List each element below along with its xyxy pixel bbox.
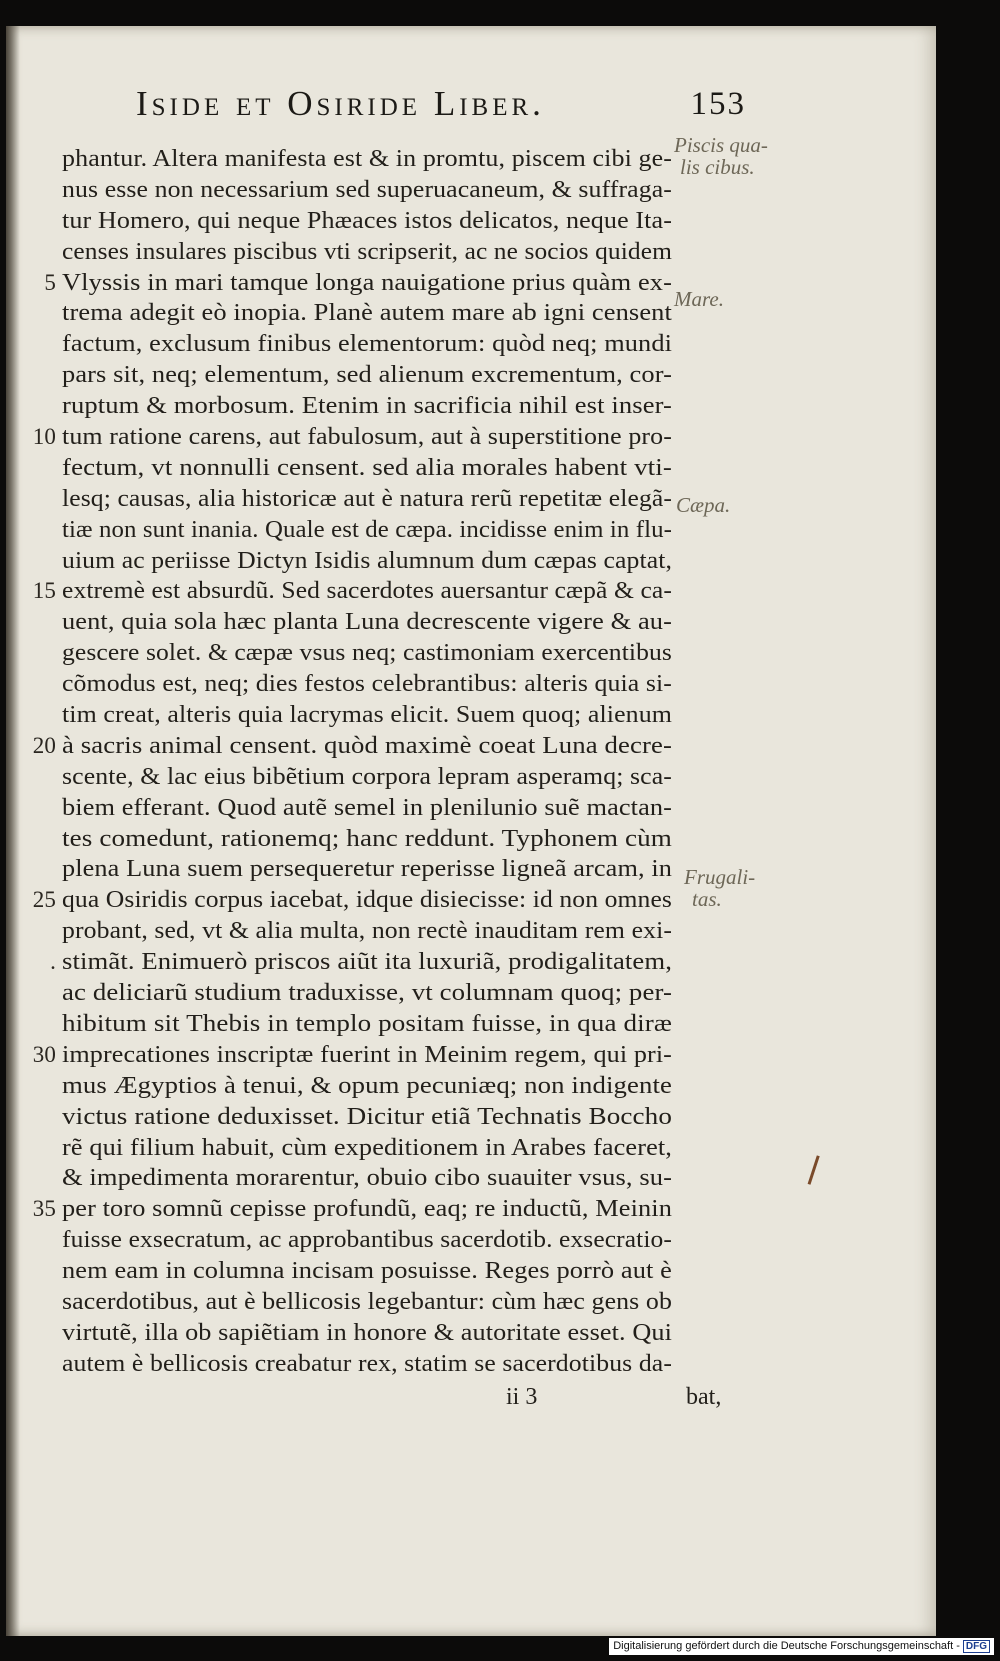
text-line bbox=[62, 237, 732, 268]
text-line bbox=[62, 1225, 732, 1256]
digitization-credit bbox=[609, 1638, 994, 1655]
line-number: 25 bbox=[32, 887, 56, 913]
text-line bbox=[50, 947, 732, 978]
line-text: tim creat, alteris quia lacrymas elicit. Suem quoq; alienum bbox=[62, 702, 672, 729]
line-number: 5 bbox=[44, 269, 56, 295]
line-text: fuisse exsecratum, ac approbantibus sacerdotib. exsecratio- bbox=[62, 1227, 672, 1254]
signature-mark: ii 3 bbox=[506, 1384, 538, 1410]
line-text: nus esse non necessarium sed superuacaneum, & suffraga- bbox=[62, 176, 672, 203]
line-text: fectum, vt nonnulli censent. sed alia morales habent vti- bbox=[62, 454, 672, 481]
text-line bbox=[62, 1287, 732, 1318]
line-text: per toro somnũ cepisse profundũ, eaq; re inductũ, Meinin bbox=[62, 1196, 672, 1223]
text-line bbox=[62, 453, 732, 484]
catchword: bat, bbox=[686, 1384, 722, 1410]
text-line bbox=[32, 1194, 732, 1225]
text-line bbox=[32, 1040, 732, 1071]
marginal-note-line: lis cibus. bbox=[680, 155, 755, 179]
dfg-logo-icon: DFG bbox=[963, 1640, 990, 1653]
text-line bbox=[62, 1349, 732, 1380]
text-line bbox=[62, 700, 732, 731]
line-text: scente, & lac eius bibẽtium corpora lepram asperamq; sca- bbox=[62, 763, 672, 790]
text-line bbox=[62, 329, 732, 360]
text-line bbox=[62, 793, 732, 824]
line-text: phantur. Altera manifesta est & in promtu, piscem cibi ge- bbox=[62, 146, 672, 172]
line-text: tiæ non sunt inania. Quale est de cæpa. incidisse enim in flu- bbox=[62, 516, 672, 543]
text-line bbox=[62, 1163, 732, 1194]
text-line bbox=[62, 484, 732, 515]
text-line bbox=[62, 360, 732, 391]
text-line bbox=[62, 546, 732, 577]
text-line bbox=[62, 978, 732, 1009]
line-text: nem eam in columna incisam posuisse. Reges porrò aut è bbox=[62, 1258, 672, 1285]
text-line bbox=[62, 391, 732, 422]
text-line bbox=[62, 206, 732, 237]
text-line bbox=[62, 298, 732, 329]
line-text: rẽ qui filium habuit, cùm expeditionem in Arabes faceret, bbox=[62, 1134, 672, 1161]
line-text: trema adegit eò inopia. Planè autem mare ab igni censent bbox=[62, 300, 672, 327]
line-text: victus ratione deduxisset. Dicitur etiã Technatis Boccho bbox=[62, 1103, 672, 1130]
line-number: 35 bbox=[32, 1196, 56, 1222]
line-text: sacerdotibus, aut è bellicosis legebantur: cùm hæc gens ob bbox=[62, 1288, 672, 1315]
text-line bbox=[32, 576, 732, 607]
line-text: uium ac periisse Dictyn Isidis alumnum dum cæpas captat, bbox=[62, 547, 672, 574]
line-text: plena Luna suem persequeretur reperisse ligneã arcam, in bbox=[62, 856, 672, 883]
marginal-note-line: Piscis qua- bbox=[674, 133, 768, 157]
text-line bbox=[62, 515, 732, 546]
text-line bbox=[32, 422, 732, 453]
text-line bbox=[62, 607, 732, 638]
line-text: probant, sed, vt & alia multa, non rectè inauditam rem exi- bbox=[62, 918, 672, 945]
line-text: & impedimenta morarentur, obuio cibo suauiter vsus, su- bbox=[62, 1165, 672, 1192]
text-line bbox=[62, 762, 732, 793]
text-line bbox=[62, 854, 732, 885]
page-footer bbox=[6, 1384, 936, 1418]
folio-number: 153 bbox=[690, 86, 746, 122]
marginal-note-frugalitas bbox=[684, 866, 755, 910]
line-text: qua Osiridis corpus iacebat, idque disiecisse: id non omnes bbox=[62, 887, 672, 914]
line-text: tur Homero, qui neque Phæaces istos delicatos, neque Ita- bbox=[62, 207, 672, 234]
text-line bbox=[62, 1071, 732, 1102]
line-text: cõmodus est, neq; dies festos celebrantibus: alteris quia si- bbox=[62, 671, 672, 698]
line-text: ac deliciarũ studium traduxisse, vt columnam quoq; per- bbox=[62, 980, 672, 1007]
text-line bbox=[62, 1009, 732, 1040]
marginal-note-line: tas. bbox=[692, 887, 722, 911]
running-title: Iside et Osiride Liber. bbox=[136, 84, 545, 123]
text-line bbox=[62, 1133, 732, 1164]
line-text: tum ratione carens, aut fabulosum, aut à superstitione pro- bbox=[62, 424, 672, 451]
line-text: pars sit, neq; elementum, sed alienum excrementum, cor- bbox=[62, 362, 672, 389]
text-line bbox=[62, 824, 732, 855]
body-text bbox=[32, 144, 732, 1380]
line-number: 20 bbox=[32, 732, 56, 758]
line-text: tes comedunt, rationemq; hanc reddunt. Typhonem cùm bbox=[62, 825, 672, 852]
text-line bbox=[44, 268, 732, 299]
line-text: Vlyssis in mari tamque longa nauigatione prius quàm ex- bbox=[62, 269, 672, 296]
line-text: censes insulares piscibus vti scripserit, ac ne socios quidem bbox=[62, 238, 672, 265]
text-line bbox=[32, 885, 732, 916]
text-line bbox=[32, 731, 732, 762]
line-text: uent, quia sola hæc planta Luna decrescente vigere & au- bbox=[62, 609, 672, 636]
pen-mark bbox=[808, 1155, 826, 1186]
line-text: factum, exclusum finibus elementorum: quòd neq; mundi bbox=[62, 331, 672, 358]
text-line bbox=[62, 1256, 732, 1287]
text-line bbox=[62, 1102, 732, 1133]
line-text: gescere solet. & cæpæ vsus neq; castimoniam exercentibus bbox=[62, 640, 672, 667]
text-line bbox=[62, 175, 732, 206]
text-line bbox=[62, 916, 732, 947]
marginal-note-piscis bbox=[674, 134, 768, 178]
text-line bbox=[62, 669, 732, 700]
line-text: à sacris animal censent. quòd maximè coeat Luna decre- bbox=[62, 732, 672, 759]
line-text: biem efferant. Quod autẽ semel in plenilunio suẽ mactan- bbox=[62, 794, 672, 821]
page-header bbox=[136, 84, 746, 134]
marginal-note-line: Frugali- bbox=[684, 865, 756, 889]
text-line bbox=[62, 144, 732, 175]
line-number: 10 bbox=[32, 424, 56, 450]
line-text: extremè est absurdũ. Sed sacerdotes auersantur cæpã & ca- bbox=[62, 578, 672, 605]
text-line bbox=[62, 1318, 732, 1349]
marginal-note-mare: Mare. bbox=[674, 287, 724, 311]
line-number: 30 bbox=[32, 1041, 56, 1067]
credit-text: Digitalisierung gefördert durch die Deutsche Forschungsgemeinschaft - bbox=[613, 1640, 960, 1652]
line-text: lesq; causas, alia historicæ aut è natura rerũ repetitæ elegã- bbox=[62, 485, 672, 512]
line-text: stimãt. Enimuerò priscos aiũt ita luxuriã, prodigalitatem, bbox=[62, 949, 672, 976]
line-text: virtutẽ, illa ob sapiẽtiam in honore & autoritate esset. Qui bbox=[62, 1319, 672, 1346]
line-number: 15 bbox=[32, 578, 56, 604]
text-line bbox=[62, 638, 732, 669]
line-text: hibitum sit Thebis in templo positam fuisse, in qua diræ bbox=[62, 1010, 672, 1037]
line-number: . bbox=[50, 949, 56, 975]
line-text: ruptum & morbosum. Etenim in sacrificia nihil est inser- bbox=[62, 393, 672, 420]
book-page bbox=[6, 26, 936, 1636]
marginal-note-caepa: Cæpa. bbox=[676, 493, 731, 517]
line-text: mus Ægyptios à tenui, & opum pecuniæq; non indigente bbox=[62, 1072, 672, 1099]
line-text: imprecationes inscriptæ fuerint in Meinim regem, qui pri- bbox=[62, 1041, 672, 1068]
line-text: autem è bellicosis creabatur rex, statim se sacerdotibus da- bbox=[62, 1350, 672, 1377]
